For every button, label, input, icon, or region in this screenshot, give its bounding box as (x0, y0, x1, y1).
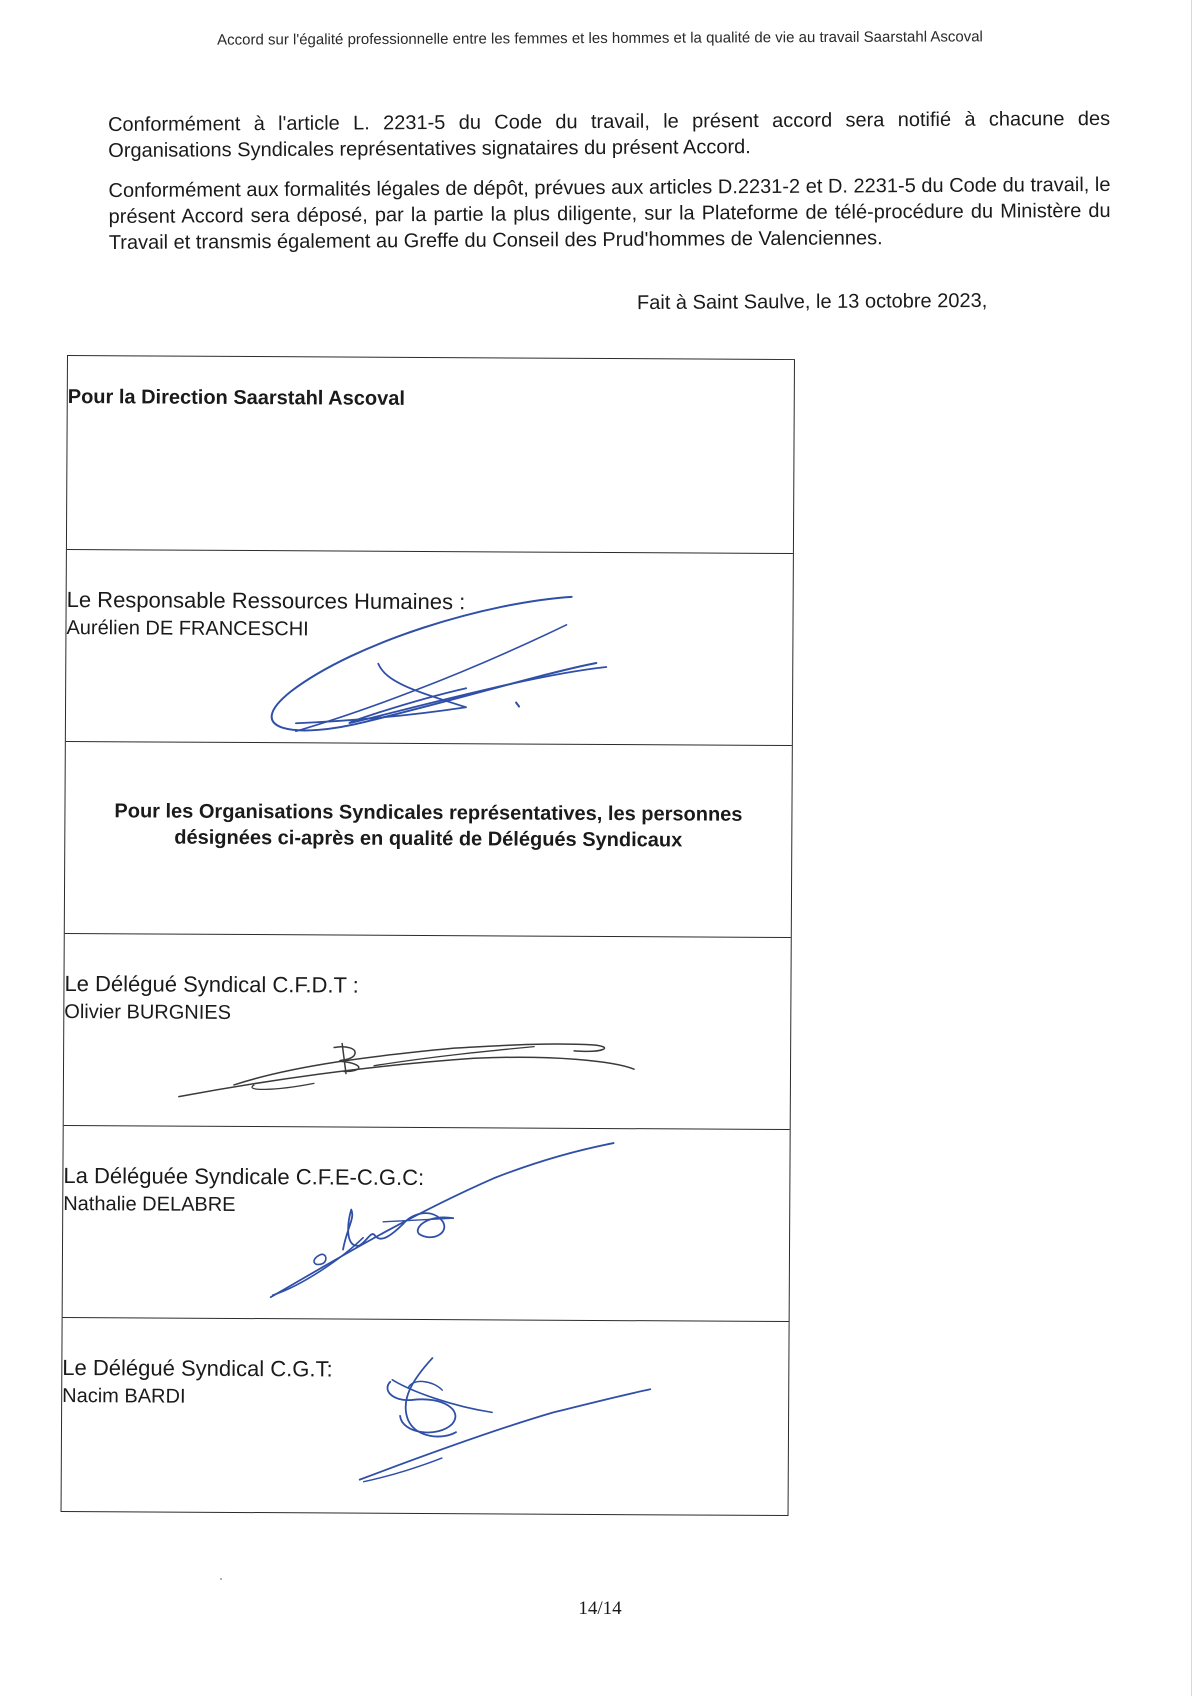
cgt-signature (352, 1350, 653, 1502)
paragraph-deposit: Conformément aux formalités légales de dépôt, prévues aux articles D.2231-2 et D. 2231-5 du Code du travail, le présent Accord sera déposé, par la partie la plus diligente, sur la Plateforme de télé-procédure du Ministère du Travail et transmis également au Greffe du Conseil des Prud'hommes de Valenciennes. (108, 173, 1111, 254)
place-date: Fait à Saint Saulve, le 13 octobre 2023, (636, 289, 988, 315)
cgt-role-label: Le Délégué Syndical C.G.T: (62, 1354, 333, 1382)
cell-cfe-cgc (63, 1126, 790, 1322)
unions-title: Pour les Organisations Syndicales représentatives, les personnes désignées ci-après en qualité de Délégués Syndicaux (114, 800, 743, 852)
cgt-name: Nacim BARDI (62, 1384, 186, 1408)
paragraph-notification: Conformément à l'article L. 2231-5 du Code du travail, le présent accord sera notifié à chacune des Organisations Syndicales représentatives signataires du présent Accord. (108, 107, 1111, 162)
cfdt-role (64, 970, 359, 1028)
signature-table (61, 355, 795, 1516)
cgt-role (62, 1354, 333, 1412)
cell-hr-manager (66, 550, 793, 746)
cfe-role-label: La Déléguée Syndicale C.F.E-C.G.C: (63, 1162, 425, 1191)
hr-role-label: Le Responsable Ressources Humaines : (66, 587, 466, 615)
cfdt-signature (174, 1025, 674, 1118)
hr-role (66, 586, 465, 644)
cell-direction (67, 356, 794, 554)
page-number: 14/14 (578, 1598, 622, 1619)
page-edge (1191, 0, 1192, 1696)
direction-title: Pour la Direction Saarstahl Ascoval (67, 386, 405, 410)
scan-speck (220, 1578, 222, 1580)
body-text (108, 106, 1111, 270)
cell-unions (65, 742, 792, 938)
page-header: Accord sur l'égalité professionnelle entre les femmes et les hommes et la qualité de vie au travail Saarstahl Ascoval (217, 28, 983, 49)
cfdt-name: Olivier BURGNIES (64, 1000, 232, 1024)
cell-cfdt (64, 934, 791, 1130)
cfe-name: Nathalie DELABRE (63, 1192, 236, 1216)
hr-name: Aurélien DE FRANCESCHI (66, 617, 309, 641)
cfdt-role-label: Le Délégué Syndical C.F.D.T : (64, 970, 359, 998)
cell-cgt (62, 1318, 789, 1515)
cfe-role (63, 1162, 424, 1220)
